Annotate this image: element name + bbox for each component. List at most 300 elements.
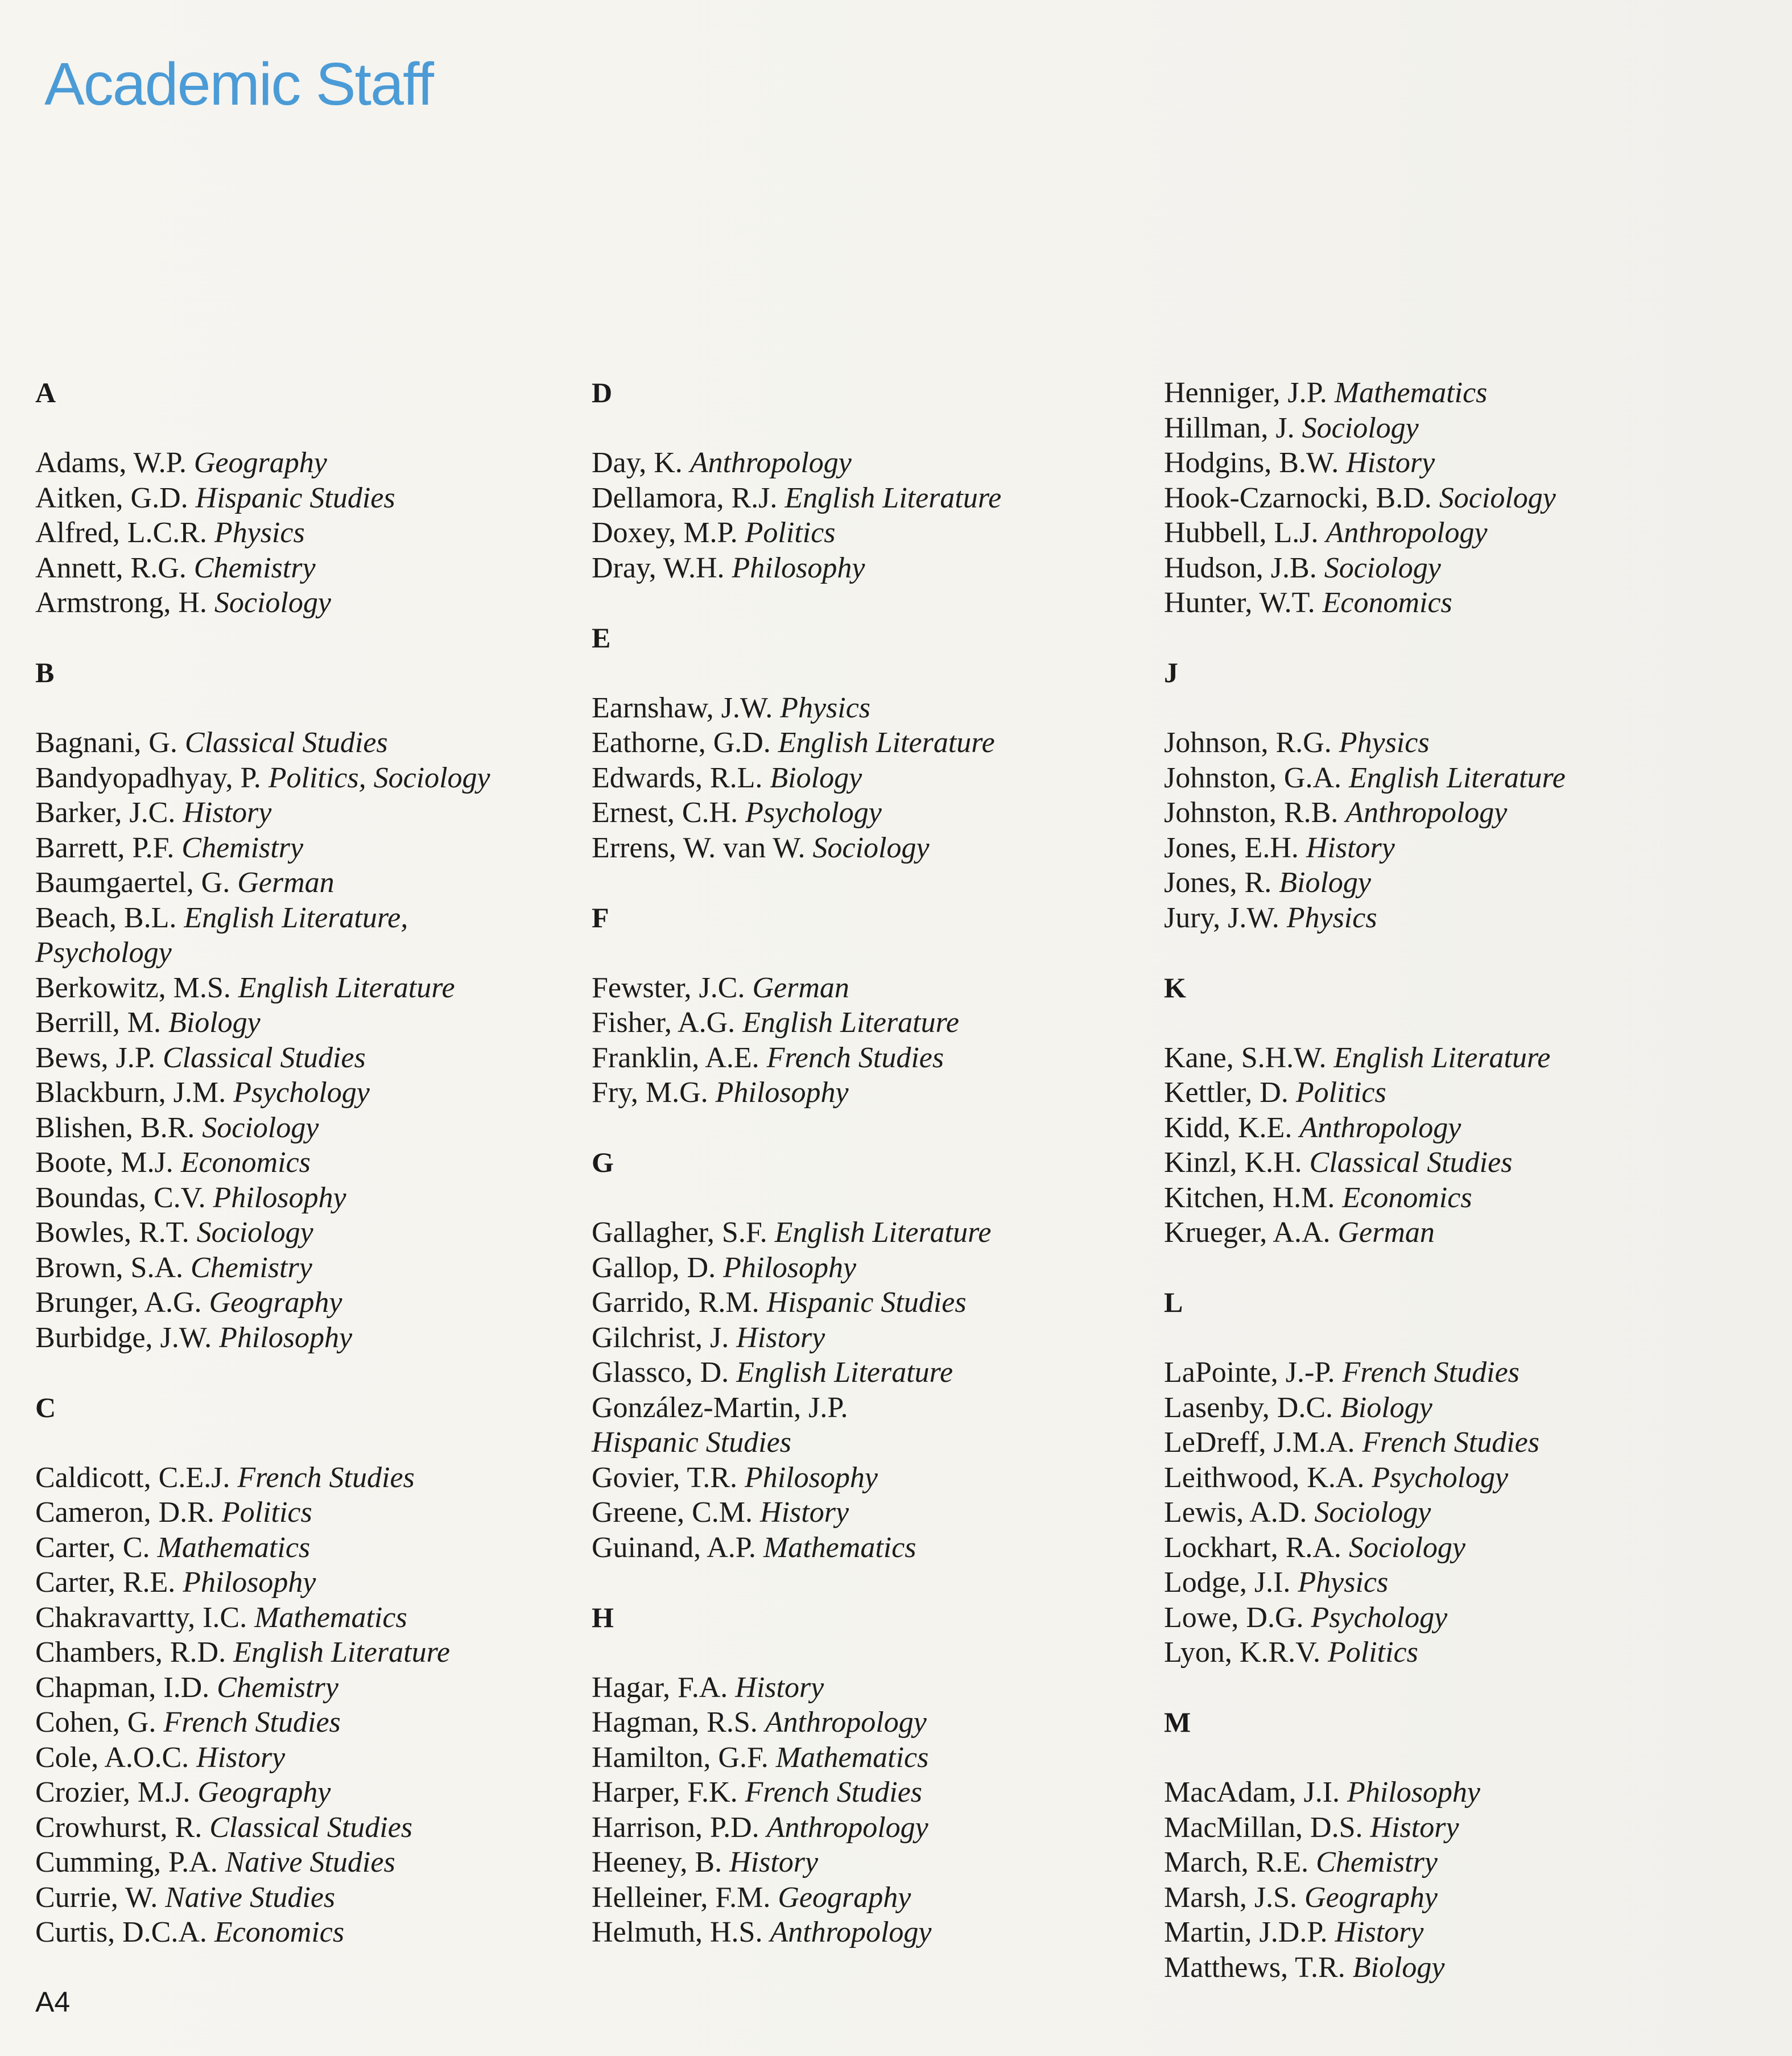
staff-department: Sociology bbox=[1348, 1531, 1465, 1564]
staff-entry bbox=[592, 1530, 1161, 1566]
staff-name: Krueger, A.A. bbox=[1164, 1216, 1331, 1249]
staff-department: French Studies bbox=[163, 1706, 341, 1739]
staff-name: Heeney, B. bbox=[592, 1846, 722, 1879]
staff-name: Bandyopadhyay, P. bbox=[35, 761, 261, 794]
staff-entry bbox=[592, 831, 1161, 866]
staff-entry bbox=[35, 1250, 581, 1286]
section-letter-heading: H bbox=[592, 1601, 614, 1633]
staff-name: Berrill, M. bbox=[35, 1006, 161, 1039]
staff-name: Gallop, D. bbox=[592, 1251, 716, 1284]
staff-name: Johnson, R.G. bbox=[1164, 726, 1332, 759]
section-gap bbox=[592, 585, 1161, 621]
staff-entry bbox=[1164, 1495, 1761, 1530]
staff-entry bbox=[1164, 1355, 1761, 1390]
staff-name: Hagar, F.A. bbox=[592, 1671, 728, 1704]
staff-entry bbox=[35, 1600, 581, 1636]
section-gap bbox=[592, 1565, 1161, 1600]
staff-name: Guinand, A.P. bbox=[592, 1531, 756, 1564]
staff-list bbox=[592, 445, 1161, 585]
staff-entry bbox=[35, 1285, 581, 1320]
staff-entry bbox=[592, 1041, 1161, 1076]
staff-department: English Literature bbox=[233, 1636, 450, 1669]
staff-department: Psychology bbox=[1311, 1601, 1448, 1634]
staff-entry bbox=[592, 1250, 1161, 1286]
staff-name: Marsh, J.S. bbox=[1164, 1881, 1298, 1914]
staff-entry bbox=[1164, 375, 1761, 411]
staff-entry bbox=[1164, 481, 1761, 516]
staff-entry bbox=[35, 901, 581, 936]
staff-entry bbox=[1164, 1390, 1761, 1426]
staff-name: Doxey, M.P. bbox=[592, 517, 738, 549]
staff-department: Anthropology bbox=[770, 1916, 932, 1948]
staff-entry bbox=[35, 1705, 581, 1740]
staff-department: Hispanic Studies bbox=[592, 1426, 791, 1459]
staff-name: Kidd, K.E. bbox=[1164, 1111, 1293, 1144]
staff-department: Physics bbox=[1286, 901, 1377, 934]
staff-department: History bbox=[760, 1496, 849, 1529]
staff-name: March, R.E. bbox=[1164, 1846, 1309, 1879]
staff-list bbox=[592, 1215, 1161, 1565]
staff-department: Anthropology bbox=[689, 447, 852, 479]
staff-list bbox=[1164, 1355, 1761, 1670]
staff-entry bbox=[1164, 1460, 1761, 1496]
staff-name: Lasenby, D.C. bbox=[1164, 1391, 1333, 1424]
staff-name: Hillman, J. bbox=[1164, 411, 1295, 444]
staff-entry bbox=[1164, 725, 1761, 761]
staff-department: French Studies bbox=[745, 1776, 923, 1809]
staff-department: Politics bbox=[745, 517, 836, 549]
staff-entry bbox=[35, 1180, 581, 1216]
letter-section bbox=[592, 901, 1161, 1110]
staff-department: Sociology bbox=[202, 1111, 319, 1144]
staff-name: Crowhurst, R. bbox=[35, 1811, 203, 1844]
staff-department: Philosophy bbox=[213, 1181, 346, 1214]
staff-name: Johnston, G.A. bbox=[1164, 761, 1342, 794]
staff-entry bbox=[35, 1880, 581, 1915]
staff-entry bbox=[592, 1215, 1161, 1250]
staff-name: Greene, C.M. bbox=[592, 1496, 753, 1529]
section-letter-heading: A bbox=[35, 377, 56, 408]
staff-department: History bbox=[1306, 831, 1395, 864]
staff-department: Physics bbox=[214, 517, 305, 549]
staff-department: Sociology bbox=[214, 587, 331, 619]
staff-name: Lewis, A.D. bbox=[1164, 1496, 1307, 1529]
staff-name: Annett, R.G. bbox=[35, 551, 187, 584]
staff-name: Boote, M.J. bbox=[35, 1146, 174, 1179]
staff-entry bbox=[1164, 865, 1761, 901]
staff-entry bbox=[1164, 1635, 1761, 1670]
page-title: Academic Staff bbox=[44, 51, 433, 118]
staff-name: Burbidge, J.W. bbox=[35, 1321, 212, 1354]
staff-entry bbox=[592, 1355, 1161, 1390]
staff-department: Sociology bbox=[1324, 551, 1441, 584]
staff-name: Kane, S.H.W. bbox=[1164, 1041, 1327, 1074]
staff-entry bbox=[35, 831, 581, 866]
staff-name: Berkowitz, M.S. bbox=[35, 971, 231, 1004]
staff-department: Philosophy bbox=[183, 1566, 316, 1599]
staff-department: French Studies bbox=[1342, 1356, 1520, 1389]
staff-name: Matthews, T.R. bbox=[1164, 1951, 1345, 1984]
staff-entry bbox=[592, 1670, 1161, 1706]
staff-entry bbox=[35, 585, 581, 621]
staff-list bbox=[35, 445, 581, 621]
staff-entry bbox=[592, 1880, 1161, 1915]
staff-department: English Literature, bbox=[184, 901, 408, 934]
staff-entry bbox=[1164, 1041, 1761, 1076]
staff-name: Ernest, C.H. bbox=[592, 796, 738, 829]
staff-name: LeDreff, J.M.A. bbox=[1164, 1426, 1355, 1459]
letter-section bbox=[592, 1600, 1161, 1950]
staff-department: Sociology bbox=[1314, 1496, 1431, 1529]
staff-department: Mathematics bbox=[775, 1741, 929, 1774]
staff-entry bbox=[1164, 1810, 1761, 1846]
staff-department: Physics bbox=[1298, 1566, 1389, 1599]
letter-section bbox=[1164, 971, 1761, 1250]
staff-entry bbox=[35, 1915, 581, 1950]
section-letter-heading: F bbox=[592, 901, 609, 934]
staff-name: Franklin, A.E. bbox=[592, 1041, 759, 1074]
staff-entry bbox=[1164, 515, 1761, 551]
staff-name: LaPointe, J.-P. bbox=[1164, 1356, 1335, 1389]
staff-department: Classical Studies bbox=[1309, 1146, 1513, 1179]
staff-entry bbox=[35, 1110, 581, 1146]
staff-name: Hodgins, B.W. bbox=[1164, 447, 1339, 479]
section-gap bbox=[1164, 1670, 1761, 1706]
staff-list bbox=[35, 725, 581, 1355]
staff-entry bbox=[592, 515, 1161, 551]
staff-name: Alfred, L.C.R. bbox=[35, 517, 207, 549]
staff-name: Hudson, J.B. bbox=[1164, 551, 1317, 584]
staff-name: Dellamora, R.J. bbox=[592, 481, 778, 514]
staff-entry bbox=[1164, 445, 1761, 481]
section-letter-heading: B bbox=[35, 657, 55, 688]
staff-entry bbox=[592, 1775, 1161, 1810]
staff-entry bbox=[35, 445, 581, 481]
staff-department: Economics bbox=[214, 1916, 345, 1948]
staff-department: English Literature bbox=[774, 1216, 992, 1249]
staff-department: Geography bbox=[197, 1776, 331, 1809]
letter-section bbox=[35, 1390, 581, 1950]
staff-department: English Literature bbox=[778, 726, 995, 759]
staff-department: Politics bbox=[221, 1496, 312, 1529]
staff-list bbox=[35, 1460, 581, 1950]
staff-name: Armstrong, H. bbox=[35, 587, 207, 619]
staff-department: Hispanic Studies bbox=[766, 1286, 967, 1319]
staff-name: Martin, J.D.P. bbox=[1164, 1916, 1328, 1948]
staff-department: Philosophy bbox=[715, 1076, 849, 1109]
staff-name: Chakravartty, I.C. bbox=[35, 1601, 247, 1634]
staff-name: Chapman, I.D. bbox=[35, 1671, 210, 1704]
staff-department: Chemistry bbox=[191, 1251, 312, 1284]
staff-entry bbox=[592, 1320, 1161, 1356]
staff-list bbox=[592, 691, 1161, 866]
staff-name: González-Martin, J.P. bbox=[592, 1391, 848, 1424]
staff-department: Chemistry bbox=[217, 1671, 338, 1704]
section-letter-heading: M bbox=[1164, 1706, 1191, 1738]
staff-entry bbox=[1164, 411, 1761, 446]
staff-entry bbox=[1164, 1530, 1761, 1566]
staff-entry bbox=[592, 1285, 1161, 1320]
staff-entry bbox=[35, 1810, 581, 1846]
staff-name: Curtis, D.C.A. bbox=[35, 1916, 207, 1948]
staff-department: Biology bbox=[1340, 1391, 1432, 1424]
staff-department: Geography bbox=[778, 1881, 911, 1914]
staff-name: Jones, R. bbox=[1164, 866, 1272, 899]
staff-department: German bbox=[237, 866, 335, 899]
staff-entry bbox=[35, 515, 581, 551]
letter-section bbox=[1164, 1705, 1761, 1985]
staff-name: Dray, W.H. bbox=[592, 551, 725, 584]
staff-name: Eathorne, G.D. bbox=[592, 726, 771, 759]
section-letter-heading: L bbox=[1164, 1286, 1183, 1318]
staff-list bbox=[592, 1670, 1161, 1950]
staff-department: History bbox=[196, 1741, 286, 1774]
section-gap bbox=[592, 865, 1161, 901]
staff-department: Anthropology bbox=[1345, 796, 1508, 829]
staff-entry-continued bbox=[592, 1425, 1161, 1460]
staff-department: Psychology bbox=[233, 1076, 370, 1109]
staff-department: Anthropology bbox=[766, 1811, 928, 1844]
section-gap bbox=[35, 621, 581, 656]
staff-entry bbox=[1164, 795, 1761, 831]
staff-name: Helmuth, H.S. bbox=[592, 1916, 763, 1948]
staff-entry bbox=[35, 1670, 581, 1706]
staff-entry bbox=[1164, 761, 1761, 796]
staff-entry bbox=[35, 1495, 581, 1530]
staff-entry bbox=[1164, 1915, 1761, 1950]
letter-section bbox=[35, 375, 581, 621]
letter-section bbox=[35, 655, 581, 1355]
staff-department: Chemistry bbox=[1316, 1846, 1438, 1879]
staff-entry bbox=[1164, 1600, 1761, 1636]
staff-department: Native Studies bbox=[225, 1846, 395, 1879]
staff-entry bbox=[592, 761, 1161, 796]
letter-section bbox=[1164, 1285, 1761, 1670]
staff-entry bbox=[35, 1145, 581, 1180]
staff-department: Physics bbox=[780, 691, 871, 724]
letter-section bbox=[592, 1145, 1161, 1565]
staff-name: Jury, J.W. bbox=[1164, 901, 1279, 934]
staff-name: Fisher, A.G. bbox=[592, 1006, 736, 1039]
staff-department: Biology bbox=[1352, 1951, 1445, 1984]
staff-entry bbox=[35, 551, 581, 586]
staff-department: Politics bbox=[1327, 1636, 1418, 1669]
staff-name: Glassco, D. bbox=[592, 1356, 729, 1389]
staff-entry bbox=[1164, 901, 1761, 936]
staff-department: History bbox=[736, 1321, 825, 1354]
staff-name: Chambers, R.D. bbox=[35, 1636, 226, 1669]
staff-name: Carter, R.E. bbox=[35, 1566, 176, 1599]
section-letter-heading: J bbox=[1164, 657, 1178, 688]
staff-entry bbox=[1164, 831, 1761, 866]
staff-entry bbox=[35, 971, 581, 1006]
staff-entry-continued bbox=[35, 935, 581, 971]
staff-name: Govier, T.R. bbox=[592, 1461, 737, 1494]
staff-entry bbox=[35, 1740, 581, 1776]
letter-section bbox=[1164, 655, 1761, 935]
staff-entry bbox=[1164, 1880, 1761, 1915]
staff-name: Harper, F.K. bbox=[592, 1776, 738, 1809]
staff-name: Bews, J.P. bbox=[35, 1041, 155, 1074]
staff-name: Hamilton, G.F. bbox=[592, 1741, 769, 1774]
letter-section bbox=[592, 621, 1161, 866]
staff-department: Geography bbox=[209, 1286, 342, 1319]
staff-department: English Literature bbox=[1349, 761, 1566, 794]
staff-department: Biology bbox=[770, 761, 862, 794]
staff-department: Geography bbox=[193, 447, 327, 479]
staff-department: Sociology bbox=[1439, 481, 1556, 514]
staff-entry bbox=[35, 795, 581, 831]
staff-name: Hagman, R.S. bbox=[592, 1706, 758, 1739]
staff-department: Biology bbox=[1279, 866, 1371, 899]
staff-name: Brown, S.A. bbox=[35, 1251, 184, 1284]
staff-department: Politics bbox=[1295, 1076, 1386, 1109]
section-gap bbox=[1164, 621, 1761, 656]
staff-department: English Literature bbox=[238, 971, 455, 1004]
staff-name: Adams, W.P. bbox=[35, 447, 187, 479]
staff-department: English Literature bbox=[736, 1356, 953, 1389]
staff-department: Mathematics bbox=[763, 1531, 916, 1564]
staff-department: Psychology bbox=[35, 936, 172, 969]
staff-entry bbox=[35, 725, 581, 761]
staff-department: Sociology bbox=[1302, 411, 1419, 444]
staff-entry bbox=[1164, 1110, 1761, 1146]
staff-entry bbox=[35, 1460, 581, 1496]
staff-department: History bbox=[1335, 1916, 1424, 1948]
staff-entry bbox=[592, 1915, 1161, 1950]
staff-entry bbox=[35, 1041, 581, 1076]
staff-name: MacAdam, J.I. bbox=[1164, 1776, 1340, 1809]
staff-department: German bbox=[752, 971, 849, 1004]
staff-entry bbox=[592, 1845, 1161, 1880]
staff-name: Blackburn, J.M. bbox=[35, 1076, 226, 1109]
staff-entry bbox=[35, 1635, 581, 1670]
staff-department: Economics bbox=[1322, 587, 1452, 619]
staff-list bbox=[1164, 375, 1761, 621]
staff-department: Politics, Sociology bbox=[268, 761, 490, 794]
staff-name: Bagnani, G. bbox=[35, 726, 177, 759]
staff-entry bbox=[35, 481, 581, 516]
staff-department: Chemistry bbox=[193, 551, 316, 584]
staff-name: Cole, A.O.C. bbox=[35, 1741, 189, 1774]
staff-name: Kettler, D. bbox=[1164, 1076, 1289, 1109]
staff-name: Barker, J.C. bbox=[35, 796, 176, 829]
staff-department: History bbox=[729, 1846, 819, 1879]
staff-entry bbox=[1164, 1565, 1761, 1600]
staff-name: Cameron, D.R. bbox=[35, 1496, 214, 1529]
staff-department: History bbox=[1370, 1811, 1459, 1844]
staff-entry bbox=[1164, 1180, 1761, 1216]
staff-entry bbox=[35, 1005, 581, 1041]
staff-name: Leithwood, K.A. bbox=[1164, 1461, 1365, 1494]
staff-name: MacMillan, D.S. bbox=[1164, 1811, 1363, 1844]
page-number: A4 bbox=[35, 1986, 71, 2018]
staff-entry bbox=[35, 1775, 581, 1810]
staff-department: Chemistry bbox=[181, 831, 304, 864]
staff-department: English Literature bbox=[784, 481, 1002, 514]
staff-name: Lodge, J.I. bbox=[1164, 1566, 1291, 1599]
staff-name: Kinzl, K.H. bbox=[1164, 1146, 1302, 1179]
staff-name: Barrett, P.F. bbox=[35, 831, 175, 864]
staff-department: Economics bbox=[1342, 1181, 1472, 1214]
staff-name: Johnston, R.B. bbox=[1164, 796, 1339, 829]
staff-department: Psychology bbox=[1372, 1461, 1509, 1494]
staff-entry bbox=[592, 1075, 1161, 1110]
staff-department: Economics bbox=[180, 1146, 311, 1179]
staff-name: Henniger, J.P. bbox=[1164, 377, 1327, 409]
staff-department: Sociology bbox=[812, 831, 930, 864]
staff-department: Mathematics bbox=[1334, 377, 1488, 409]
staff-entry bbox=[35, 1565, 581, 1600]
staff-department: Mathematics bbox=[157, 1531, 311, 1564]
section-letter-heading: E bbox=[592, 621, 611, 654]
staff-department: Philosophy bbox=[744, 1461, 878, 1494]
staff-department: Philosophy bbox=[723, 1251, 857, 1284]
staff-department: Classical Studies bbox=[209, 1811, 413, 1844]
section-letter-heading: G bbox=[592, 1146, 614, 1178]
staff-name: Fry, M.G. bbox=[592, 1076, 708, 1109]
staff-entry bbox=[1164, 1075, 1761, 1110]
staff-department: History bbox=[735, 1671, 824, 1704]
staff-department: Native Studies bbox=[165, 1881, 336, 1914]
section-letter-heading: C bbox=[35, 1391, 56, 1423]
staff-name: Hook-Czarnocki, B.D. bbox=[1164, 481, 1432, 514]
staff-column-1 bbox=[35, 375, 581, 1950]
staff-department: Anthropology bbox=[765, 1706, 927, 1739]
staff-entry bbox=[592, 445, 1161, 481]
staff-column-2 bbox=[592, 375, 1161, 1950]
staff-name: Garrido, R.M. bbox=[592, 1286, 759, 1319]
staff-department: Psychology bbox=[745, 796, 882, 829]
staff-name: Edwards, R.L. bbox=[592, 761, 763, 794]
staff-name: Gallagher, S.F. bbox=[592, 1216, 767, 1249]
staff-department: Philosophy bbox=[1347, 1776, 1481, 1809]
staff-entry bbox=[35, 1075, 581, 1110]
staff-name: Crozier, M.J. bbox=[35, 1776, 191, 1809]
staff-entry bbox=[592, 1810, 1161, 1846]
letter-section bbox=[1164, 375, 1761, 621]
staff-list bbox=[1164, 1775, 1761, 1985]
staff-entry bbox=[592, 1495, 1161, 1530]
staff-entry bbox=[35, 1530, 581, 1566]
staff-name: Cohen, G. bbox=[35, 1706, 156, 1739]
staff-name: Beach, B.L. bbox=[35, 901, 177, 934]
staff-name: Currie, W. bbox=[35, 1881, 158, 1914]
staff-name: Jones, E.H. bbox=[1164, 831, 1299, 864]
staff-name: Hunter, W.T. bbox=[1164, 587, 1315, 619]
staff-entry bbox=[592, 1390, 1161, 1426]
staff-entry bbox=[592, 1740, 1161, 1776]
staff-name: Lowe, D.G. bbox=[1164, 1601, 1304, 1634]
section-letter-heading: D bbox=[592, 377, 613, 408]
staff-entry bbox=[592, 1460, 1161, 1496]
staff-department: Hispanic Studies bbox=[195, 481, 395, 514]
staff-entry bbox=[35, 1845, 581, 1880]
staff-entry bbox=[1164, 1775, 1761, 1810]
staff-name: Earnshaw, J.W. bbox=[592, 691, 773, 724]
staff-list bbox=[592, 971, 1161, 1110]
staff-name: Carter, C. bbox=[35, 1531, 150, 1564]
staff-entry bbox=[35, 1320, 581, 1356]
staff-entry bbox=[1164, 585, 1761, 621]
staff-department: English Literature bbox=[742, 1006, 960, 1039]
staff-name: Kitchen, H.M. bbox=[1164, 1181, 1335, 1214]
section-gap bbox=[35, 1355, 581, 1390]
staff-department: Classical Studies bbox=[184, 726, 388, 759]
staff-name: Caldicott, C.E.J. bbox=[35, 1461, 230, 1494]
staff-name: Helleiner, F.M. bbox=[592, 1881, 771, 1914]
staff-entry bbox=[35, 1215, 581, 1250]
